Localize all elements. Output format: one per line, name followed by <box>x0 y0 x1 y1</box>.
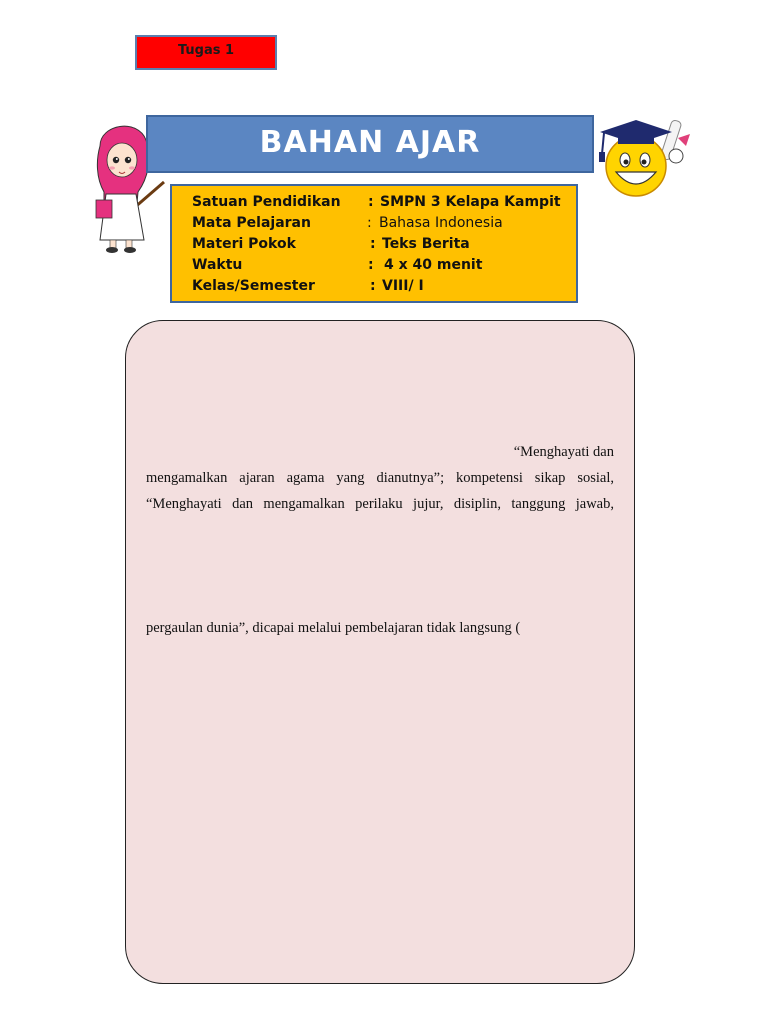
info-label: Waktu <box>192 257 243 273</box>
content-line: mengamalkan ajaran agama yang dianutnya”; kompetensi sikap sosial, <box>146 470 614 486</box>
info-label: Mata Pelajaran <box>192 215 311 231</box>
content-line: pergaulan dunia”, dicapai melalui pembelajaran tidak langsung ( <box>146 620 521 636</box>
content-line: “Menghayati dan <box>513 444 614 460</box>
graduate-smiley-illustration <box>594 110 698 206</box>
info-row-kelas <box>192 278 572 298</box>
info-separator: : <box>368 194 374 210</box>
info-label: Kelas/Semester <box>192 278 315 294</box>
info-row-satuan <box>192 194 572 214</box>
info-value: Bahasa Indonesia <box>379 215 503 231</box>
info-row-waktu <box>192 257 572 277</box>
info-separator: : <box>367 215 372 231</box>
info-value: 4 x 40 menit <box>384 257 483 273</box>
info-separator: : <box>368 257 374 273</box>
task-label <box>135 35 277 70</box>
course-info-box <box>170 184 578 303</box>
page-title: BAHAN AJAR <box>259 124 481 160</box>
content-paragraph-bottom <box>146 615 614 641</box>
info-separator: : <box>370 236 376 252</box>
page-title-banner <box>146 115 594 173</box>
content-line: “Menghayati dan mengamalkan perilaku jujur, disiplin, tanggung jawab, <box>146 496 614 512</box>
info-separator: : <box>370 278 376 294</box>
content-panel <box>125 320 635 984</box>
info-row-materi <box>192 236 572 256</box>
task-label-text: Tugas 1 <box>177 43 235 58</box>
info-value: VIII/ I <box>382 278 424 294</box>
info-label: Materi Pokok <box>192 236 296 252</box>
info-row-mapel <box>192 215 572 235</box>
info-label: Satuan Pendidikan <box>192 194 341 210</box>
info-value: Teks Berita <box>382 236 470 252</box>
content-paragraph-top <box>146 439 614 517</box>
info-value: SMPN 3 Kelapa Kampit <box>380 194 561 210</box>
